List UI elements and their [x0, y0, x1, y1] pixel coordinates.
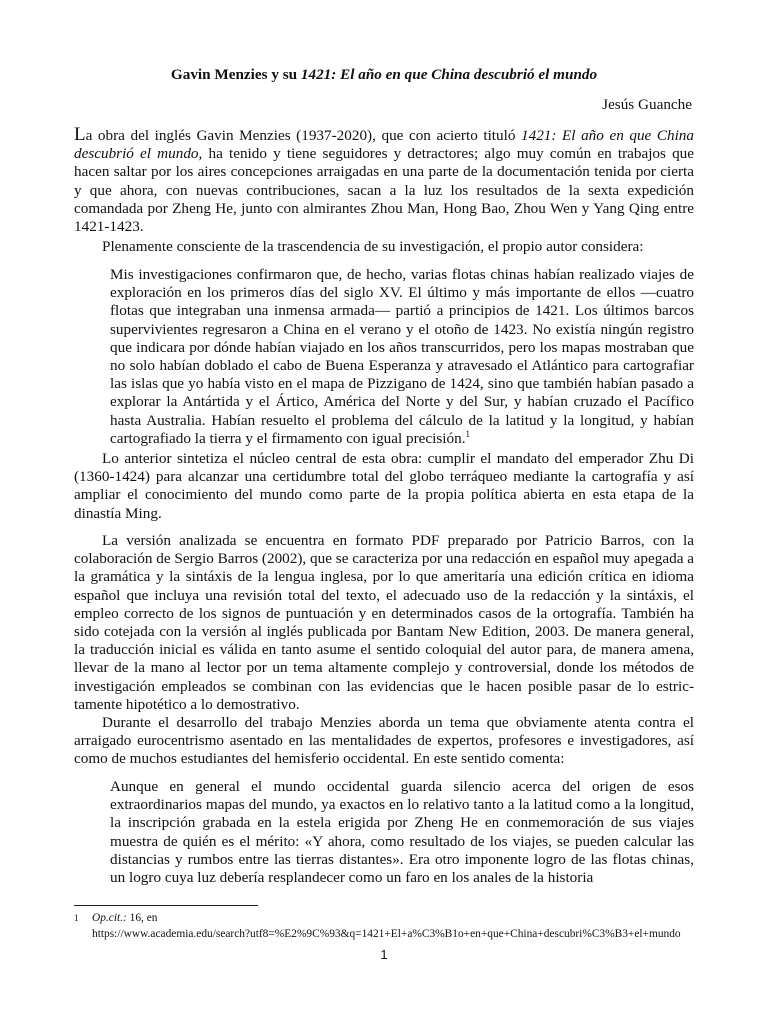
- author-name: Jesús Guanche: [602, 96, 692, 113]
- paragraph-intro: La obra del inglés Gavin Menzies (1937-2020), que con acierto tituló 1421: El año en que China descubrió el mundo, ha tenido y tiene seguidores y detractores; algo muy común en trabajos que hacen saltar por los aires concepciones arraigadas en una parte de la documentación tenida por cierta y que ahora, con nuevas contribuciones, sacan a la luz los resultados de la sexta expedición comandada por Zheng He, junto con almirantes Zhou Man, Hong Bao, Zhou Wen y Yang Qing entre 1421-1423.: [74, 124, 695, 236]
- paragraph-version: La versión analizada se encuentra en formato PDF preparado por Patricio Barros, con la colaboración de Sergio Barros (2002), que se caracteriza por una redacción en español muy apegada a la gramática y la sintáxis de la lengua inglesa, por lo que ameritaría una edición crítica en idioma español que incluya una revisión total del texto, el adecuado uso de la redacción y la sintáxis, el empleo correcto de los signos de puntuación y en determinados casos de la ortografía. También ha sido cotejada con la versión al inglés publicada por Bantam New Edition, 2003. De manera general, la traducción inicial es válida en tanto asume el sentido coloquial del autor para, de manera amena, llevar de la mano al lector por un tema altamente complejo y controversial, donde los métodos de investigación empleados se combinan con las evidencias que le hacen posible pasar de lo estric-tamente hipotético a lo demostrativo.: [74, 532, 694, 713]
- paragraph-eurocentrism: Durante el desarrollo del trabajo Menzies aborda un tema que obviamente atenta contra el arraigado eurocentrismo asentado en las mentalidades de expertos, profesores e investigadores, así como de muchos estudiantes del hemisferio occidental. En este sentido comenta:: [74, 714, 694, 768]
- footnote-link[interactable]: https://www.academia.edu/search?utf8=%E2%9C%93&q=1421+El+a%C3%B1o+en+que+China+descubri%C3%B3+el+mundo: [92, 928, 681, 940]
- page-number: 1: [380, 947, 388, 962]
- document-title: Gavin Menzies y su 1421: El año en que China descubrió el mundo: [170, 66, 598, 83]
- block-quote-2: Aunque en general el mundo occidental guarda silencio acerca del origen de esos extraordinarios mapas del mundo, ya exactos en lo relativo tanto a la latitud como a la longitud, la inscripción grabada en la estela erigida por Zheng He en conmemoración de sus viajes muestra de quién es el mérito: «Y ahora, como resultado de los viajes, se pueden calcular las distancias y rumbos entre las tierras distantes». Era otro imponente logro de las flotas chinas, un logro cuya luz debería resplandecer como un faro en los anales de la historia: [110, 778, 694, 887]
- drop-cap: L: [74, 124, 86, 145]
- footnote-number: 1: [74, 913, 79, 923]
- paragraph-synthesis: Lo anterior sintetiza el núcleo central de esta obra: cumplir el mandato del emperador Zhu Di (1360-1424) para alcanzar una certidumbre total del globo terráqueo mediante la cartografía y así ampliar el conocimiento del mundo como parte de la propia política abierta en esta etapa de la dinastía Ming.: [74, 450, 694, 522]
- block-quote-1: Mis investigaciones confirmaron que, de hecho, varias flotas chinas habían realizado viajes de exploración en los primeros días del siglo XV. El último y más importante de ellos —cuatro flotas que integraban una inmensa armada— partió a principios de 1421. Los últimos barcos supervivientes regresaron a China en el verano y el otoño de 1423. No existía ningún registro que indicara por dónde habían viajado en los años transcurridos, pero los mapas mostraban que no solo habían doblado el cabo de Buena Esperanza y atravesado el Atlántico para cartografiar las islas que yo había visto en el mapa de Pizzigano de 1424, sino que también habían pasado a explorar la Antártida y el Ártico, América del Norte y del Sur, y habían cruzado el Pacífico hasta Australia. Habían resuelto el problema del cálculo de la latitud y la longitud, y habían cartografiado la tierra y el firmamento con igual precisión.$^1$: [110, 266, 694, 447]
- footnote-reference[interactable]: 1: [465, 428, 470, 439]
- book-title-inline: 1421: El año en que China descubrió el mundo,: [74, 127, 694, 163]
- footnote: 1 Op.cit.: 16, en https://www.academia.edu/search?utf8=%E2%9C%93&q=1421+El+a%C3%B1o+en+que+China+descubri%C3%B3+el+mundo: [74, 912, 681, 940]
- footnote-divider: [74, 905, 258, 906]
- paragraph-lead-in: Plenamente consciente de la trascendencia de su investigación, el propio autor considera:: [102, 238, 644, 255]
- footnote-citation: Op.cit.:: [92, 912, 127, 924]
